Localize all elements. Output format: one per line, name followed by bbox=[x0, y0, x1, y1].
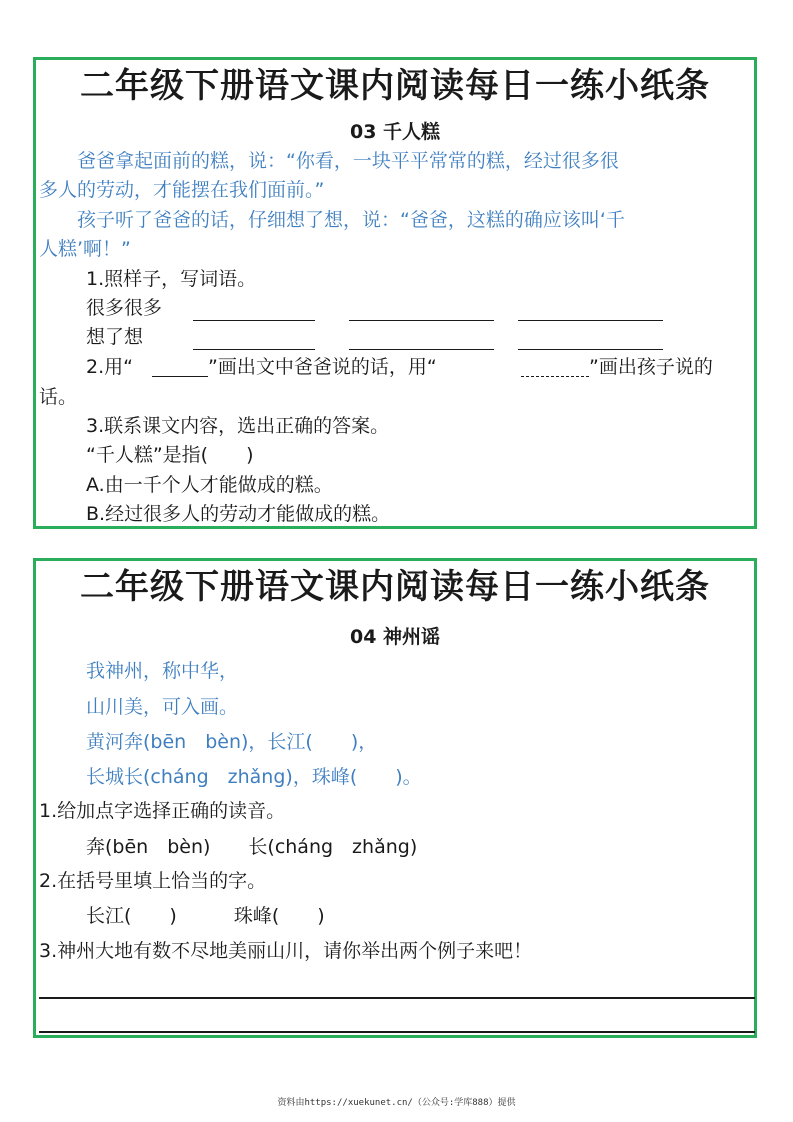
answer-blank[interactable] bbox=[193, 320, 315, 321]
lesson-title: 03 千人糕 bbox=[349, 121, 441, 143]
answer-line[interactable] bbox=[39, 1031, 755, 1033]
card-title: 二年级下册语文课内阅读每日一练小纸条 bbox=[80, 66, 710, 106]
poem-line: 黄河奔(bēn bèn)，长江( )， bbox=[86, 731, 378, 753]
fill-in-items[interactable]: 长江( ) 珠峰( ) bbox=[86, 905, 325, 927]
passage-line: 人糕’啊！” bbox=[39, 238, 131, 260]
question-2-part: 话。 bbox=[39, 386, 78, 408]
pinyin-options[interactable]: 奔(bēn bèn) 长(cháng zhǎng) bbox=[86, 836, 418, 858]
card-title: 二年级下册语文课内阅读每日一练小纸条 bbox=[80, 567, 710, 607]
poem-line: 长城长(cháng zhǎng)，珠峰( )。 bbox=[86, 766, 422, 788]
question-3-stem: “千人糕”是指( ) bbox=[86, 444, 254, 466]
answer-blank[interactable] bbox=[518, 320, 663, 321]
worksheet-card-04 bbox=[33, 558, 757, 1038]
question-1: 1.照样子，写词语。 bbox=[86, 268, 257, 290]
answer-blank[interactable] bbox=[518, 349, 663, 350]
lesson-title: 04 神州谣 bbox=[349, 626, 441, 648]
question-2-part: ”画出文中爸爸说的话，用“ bbox=[208, 356, 437, 378]
question-2-part: ”画出孩子说的 bbox=[589, 356, 713, 378]
question-2: 2.在括号里填上恰当的字。 bbox=[39, 870, 267, 892]
passage-line: 爸爸拿起面前的糕，说：“你看，一块平平常常的糕，经过很多很 bbox=[39, 150, 619, 172]
poem-line: 我神州，称中华， bbox=[86, 660, 239, 682]
question-1: 1.给加点字选择正确的读音。 bbox=[39, 800, 286, 822]
question-2-part: 2.用“ bbox=[86, 356, 133, 378]
example-word-2: 想了想 bbox=[86, 326, 144, 348]
passage-line: 孩子听了爸爸的话，仔细想了想，说：“爸爸，这糕的确应该叫‘千 bbox=[39, 209, 625, 231]
solid-underline-sample bbox=[152, 376, 208, 377]
dashed-underline-sample bbox=[521, 376, 589, 377]
source-footer: 资料由https://xuekunet.cn/（公众号:学库888）提供 bbox=[277, 1098, 516, 1108]
example-word-1: 很多很多 bbox=[86, 297, 163, 319]
worksheet-card-03 bbox=[33, 57, 757, 529]
answer-line[interactable] bbox=[39, 997, 755, 999]
option-a[interactable]: A.由一千个人才能做成的糕。 bbox=[86, 474, 333, 496]
question-3: 3.神州大地有数不尽地美丽山川，请你举出两个例子来吧！ bbox=[39, 940, 533, 962]
answer-blank[interactable] bbox=[349, 320, 494, 321]
question-3: 3.联系课文内容，选出正确的答案。 bbox=[86, 415, 390, 437]
option-b[interactable]: B.经过很多人的劳动才能做成的糕。 bbox=[86, 503, 391, 525]
passage-line: 多人的劳动，才能摆在我们面前。” bbox=[39, 179, 325, 201]
answer-blank[interactable] bbox=[193, 349, 315, 350]
answer-blank[interactable] bbox=[349, 349, 494, 350]
poem-line: 山川美，可入画。 bbox=[86, 696, 239, 718]
